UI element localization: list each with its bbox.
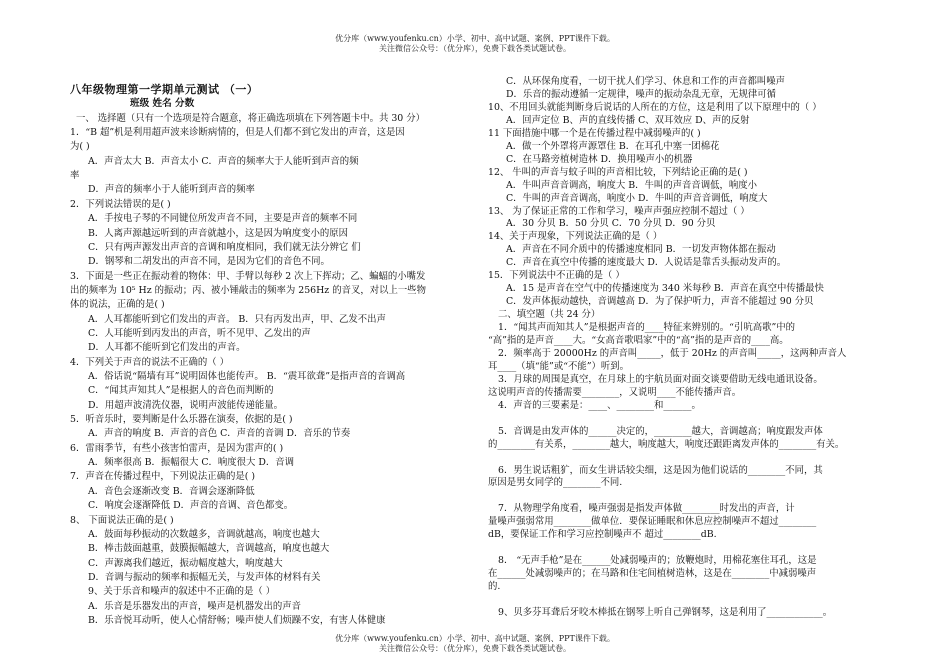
right-text-line: 5．音调是由发声体的______决定的，________越大，音调越高；响度跟发声体 [498,425,823,437]
left-text-line: 一、 选择题（只有一个选项是符合题意，将正确选项填在下列答题卡中。共 30 分） [76,112,425,124]
header-line-2: 关注微信公众号：（优分库），免费下载各类试题试卷。 [379,44,571,53]
right-text-line: dB，要保证工作和学习应控制噪声不 超过________dB. [488,529,717,541]
footer-line-1: 优分库（www.youfenku.cn）小学、初中、高中试题、案例、PPT课件下载。 [335,634,615,643]
right-text-line: C．牛叫的声音音调高，响度小 D．牛叫的声音音调低，响度大 [506,192,768,204]
left-text-line: C．“闻其声知其人”是根据人的音色而判断的 [88,385,274,397]
left-text-line: 班级 姓名 分数 [130,98,195,110]
right-text-line: A．声音在不同介质中的传播速度相同 B．一切发声物体都在振动 [506,244,776,256]
left-text-line: 9、关于乐音和噪声的叙述中不正确的是（ ） [88,586,276,598]
left-text-line: D．音调与振动的频率和振幅无关，与发声体的材料有关 [88,571,321,583]
right-text-line: 8． “无声手枪”是在______处减弱噪声的；放鞭炮时，用棉花塞住耳孔，这是 [498,555,817,567]
right-text-line: 的________有关系，________越大，响度越大，响度还跟距离发声体的________有关。 [488,438,845,450]
left-text-line: 出的频率为 10⁵ Hz 的振动；丙、被小锤敲击的频率为 256Hz 的音叉，对以上一些物 [70,284,426,296]
left-text-line: 5．听音乐时，要判断是什么乐器在演奏，依据的是( ) [70,414,293,426]
right-text-line: A．30 分贝 B．50 分贝 C．70 分贝 D．90 分贝 [506,218,716,230]
left-text-line: 3．下面是一些正在振动着的物体：甲、手臂以每秒 2 次上下挥动；乙、蝙蝠的小嘴发 [70,270,426,282]
right-text-line: 这说明声音的传播需要________，又说明____不能传播声音。 [488,386,742,398]
left-text-line: 6．雷雨季节，有些小孩害怕雷声，是因为雷声的( ) [70,442,284,454]
right-text-line: 2．频率高于 20000Hz 的声音叫_____，低于 20Hz 的声音叫_____，这两种声音人 [498,347,847,359]
left-text-line: A．声音太大 B．声音太小 C．声音的频率大于人能听到声音的频 [88,155,359,167]
left-text-line: 2．下列说法错误的是( ) [70,198,171,210]
right-text-line: C．声音在真空中传播的速度最大 D．人说话是靠舌头振动发声的。 [506,257,787,269]
left-text-line: 为( ) [70,141,90,153]
right-text-line: 6．男生说话粗犷，而女生讲话较尖细，这是因为他们说话的________不同，其 [498,464,823,476]
right-text-line: 9、贝多芬耳聋后牙咬木棒抵在钢琴上听自己弹钢琴，这是利用了____________。 [498,606,833,618]
right-text-line: 量噪声强弱常用________做单位．要保证睡眠和休息应控制噪声不超过________ [488,516,817,528]
right-text-line: D．乐音的振动遵循一定规律，噪声的振动杂乱无章，无规律可循 [506,88,777,100]
right-text-line: A．牛叫声音音调高，响度大 B．牛叫的声音音调低，响度小 [506,179,758,191]
left-text-line: A．频率很高 B．振幅很大 C．响度很大 D．音调 [88,457,295,469]
right-text-line: C．从环保角度看，一切干扰人们学习、休息和工作的声音都叫噪声 [506,76,786,87]
left-text-line: 1．“B 超”机是利用超声波来诊断病情的，但是人们都不到它发出的声音，这是因 [70,127,405,139]
right-text-line: 12、 牛叫的声音与蚊子叫的声音相比较，下列结论正确的是( ) [488,166,748,178]
right-text-line: 1．“闻其声而知其人”是根据声音的____特征来辨别的。“引吭高歌”中的 [498,322,796,334]
right-text-line: 7．从物理学角度看，噪声强弱是指发声体做________时发出的声音，计 [498,503,795,515]
page-header [0,34,950,54]
left-text-line: D．钢琴和二胡发出的声音不同，是因为它们的音色不同。 [88,256,330,268]
right-text-line: 3．月球的周围是真空，在月球上的宇航员面对面交谈要借助无线电通讯设备。 [498,373,823,385]
left-text-line: A．音色会逐渐改变 B．音调会逐渐降低 [88,485,255,497]
left-text-line: 体的说法，正确的是( ) [70,299,165,311]
right-text-line: 15．下列说法中不正确的是（ ） [488,270,625,282]
left-text-line: A．手按电子琴的不同键位所发声音不同，主要是声音的频率不同 [88,213,358,225]
right-text-line: 4．声音的三要素是：____、________和______。 [498,399,701,411]
right-text-line: 13、 为了保证正常的工作和学习，噪声声强应控制不超过（ ） [488,205,750,217]
left-text-line: A．声音的响度 B．声音的音色 C．声音的音调 D．音乐的节奏 [88,428,351,440]
right-text-line: A．15 是声音在空气中的传播速度为 340 米每秒 B．声音在真空中传播最快 [506,283,824,295]
right-text-line: A．回声定位 B、声的直线传播 C、双耳效应 D、声的反射 [506,114,750,126]
left-text-line: 4．下列关于声音的说法不正确的（ ） [70,356,229,368]
left-text-line: 7．声音在传播过程中，下列说法正确的是( ) [70,471,256,483]
right-text-line: 原因是男女同学的________不同. [488,477,623,489]
right-text-line: 的. [488,581,501,593]
left-text-line: 率 [70,170,80,182]
right-text-line: “高”指的是声音____大。“女高音歌唱家”中的“高”指的是声音的____高。 [488,335,789,346]
right-text-line: 14、关于声现象，下列说法正确的是（ ） [488,231,663,243]
left-text-line: A．乐音是乐器发出的声音，噪声是机器发出的声音 [88,600,302,612]
right-text-line: 在______处减弱噪声的；在马路和住宅间植树造林，这是在________中减弱噪声 [488,568,817,580]
right-text-line: C．在马路旁植树造林 D．换用噪声小的机器 [506,153,693,165]
left-text-line: D．声音的频率小于人能听到声音的频率 [88,184,255,196]
left-text-line: C．声源离我们越近，振动幅度越大，响度越大 [88,557,283,569]
right-text-line: 二、填空题（共 24 分） [498,309,601,321]
left-text-line: D．用超声波清洗仪器，说明声波能传递能量。 [88,399,284,411]
left-text-line: 8、 下面说法正确的是( ) [70,514,174,526]
right-text-line: C．发声体振动越快，音调越高 D．为了保护听力，声音不能超过 90 分贝 [506,296,814,308]
left-text-line: 八年级物理第一学期单元测试 （一） [70,83,259,96]
right-text-line: 耳____（填“能”或“不能”）听到。 [488,360,630,372]
left-text-line: A．俗话说“隔墙有耳”说明固体也能传声。 B．“震耳欲聋”是指声音的音调高 [88,371,406,382]
right-text-line: 11 下面措施中哪一个是在传播过程中减弱噪声的( ) [488,127,701,139]
left-text-line: B．人离声源越远听到的声音就越小，这是因为响度变小的原因 [88,227,349,239]
page-footer [0,634,950,654]
footer-line-2: 关注微信公众号：（优分库），免费下载各类试题试卷。 [379,644,571,653]
left-text-line: A．人耳都能听到它们发出的声音。 B．只有丙发出声，甲、乙发不出声 [88,313,386,325]
left-text-line: C．只有两声源发出声音的音调和响度相同，我们就无法分辨它 们 [88,241,361,253]
left-text-line: B．乐音悦耳动听，使人心情舒畅；噪声使人们烦躁不安，有害人体健康 [88,614,386,626]
right-text-line: A．做一个外罩将声源罩住 B．在耳孔中塞一团棉花 [506,140,720,152]
left-text-line: C．人耳能听到丙发出的声音，听不见甲、乙发出的声 [88,327,311,339]
right-text-line: 10、不用回头就能判断身后说话的人所在的方位，这是利用了以下原理中的（ ） [488,101,822,113]
left-text-line: A．鼓面每秒振动的次数越多，音调就越高，响度也越大 [88,528,320,540]
left-text-line: B．棒击鼓面越重，鼓膜振幅越大，音调越高，响度也越大 [88,543,330,555]
left-text-line: C．响度会逐渐降低 D．声音的音调、音色都变。 [88,500,294,512]
header-line-1: 优分库（www.youfenku.cn）小学、初中、高中试题、案例、PPT课件下载。 [335,34,615,43]
left-text-line: D．人耳都不能听到它们发出的声音。 [88,342,246,354]
